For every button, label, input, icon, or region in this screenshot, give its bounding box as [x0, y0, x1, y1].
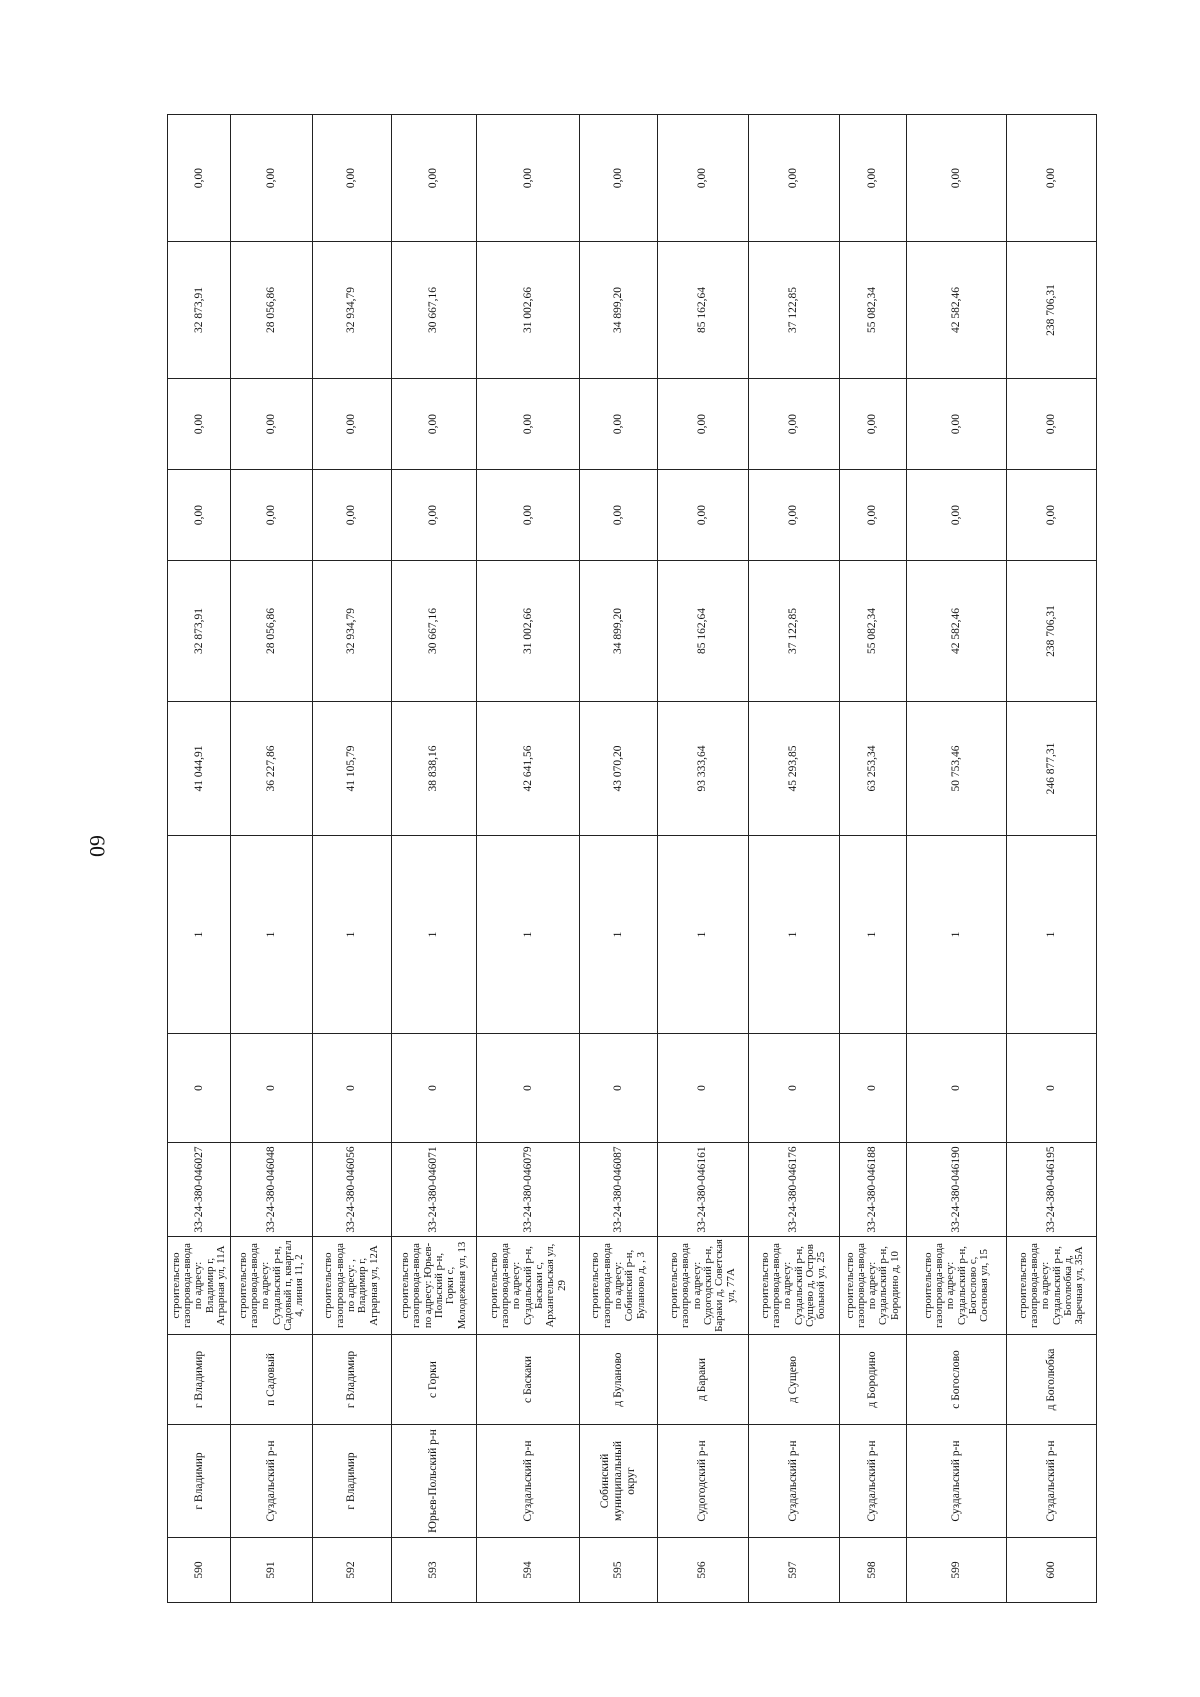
row-number-cell: 594	[477, 1538, 580, 1603]
amount-cell: 85 162,64	[657, 561, 748, 702]
amount-cell: 32 934,79	[312, 561, 391, 702]
locality-cell: д Бородино	[839, 1335, 906, 1425]
object-code-cell: 33-24-380-046071	[391, 1143, 477, 1237]
zero-count-cell: 0	[657, 1034, 748, 1143]
zero-amount-cell-3: 0,00	[312, 115, 391, 242]
amount-repeat-cell: 238 706,31	[1007, 242, 1097, 379]
locality-cell: г Владимир	[312, 1335, 391, 1425]
zero-count-cell: 0	[748, 1034, 839, 1143]
locality-cell: г Владимир	[168, 1335, 231, 1425]
one-count-cell: 1	[657, 836, 748, 1034]
row-number-cell: 592	[312, 1538, 391, 1603]
one-count-cell: 1	[839, 836, 906, 1034]
total-cost-cell: 38 838,16	[391, 702, 477, 836]
total-cost-cell: 42 641,56	[477, 702, 580, 836]
description-cell: строительство газопровода-ввода по адресу: Юрьев-Польский р-н, Горки с, Молодежная ул, 13	[391, 1237, 477, 1335]
row-number-cell: 597	[748, 1538, 839, 1603]
one-count-cell: 1	[477, 836, 580, 1034]
zero-amount-cell-3: 0,00	[580, 115, 658, 242]
object-code-cell: 33-24-380-046048	[231, 1143, 313, 1237]
zero-amount-cell-2: 0,00	[907, 379, 1007, 470]
zero-amount-cell-3: 0,00	[231, 115, 313, 242]
zero-amount-cell-3: 0,00	[1007, 115, 1097, 242]
total-cost-cell: 41 044,91	[168, 702, 231, 836]
zero-count-cell: 0	[231, 1034, 313, 1143]
amount-repeat-cell: 85 162,64	[657, 242, 748, 379]
zero-amount-cell-2: 0,00	[168, 379, 231, 470]
amount-cell: 42 582,46	[907, 561, 1007, 702]
zero-amount-cell-3: 0,00	[168, 115, 231, 242]
table-row	[580, 115, 658, 1603]
zero-amount-cell-2: 0,00	[391, 379, 477, 470]
one-count-cell: 1	[168, 836, 231, 1034]
zero-amount-cell-3: 0,00	[477, 115, 580, 242]
amount-repeat-cell: 28 056,86	[231, 242, 313, 379]
zero-amount-cell-2: 0,00	[477, 379, 580, 470]
table-row	[907, 115, 1007, 1603]
district-cell: Суздальский р-н	[907, 1425, 1007, 1538]
total-cost-cell: 93 333,64	[657, 702, 748, 836]
zero-amount-cell-2: 0,00	[748, 379, 839, 470]
zero-amount-cell-1: 0,00	[168, 470, 231, 561]
object-code-cell: 33-24-380-046079	[477, 1143, 580, 1237]
object-code-cell: 33-24-380-046087	[580, 1143, 658, 1237]
amount-cell: 32 873,91	[168, 561, 231, 702]
object-code-cell: 33-24-380-046161	[657, 1143, 748, 1237]
amount-cell: 30 667,16	[391, 561, 477, 702]
zero-amount-cell-3: 0,00	[839, 115, 906, 242]
table-row	[1007, 115, 1097, 1603]
zero-count-cell: 0	[907, 1034, 1007, 1143]
zero-amount-cell-2: 0,00	[657, 379, 748, 470]
district-cell: г Владимир	[312, 1425, 391, 1538]
total-cost-cell: 50 753,46	[907, 702, 1007, 836]
locality-cell: д Бараки	[657, 1335, 748, 1425]
total-cost-cell: 246 877,31	[1007, 702, 1097, 836]
zero-amount-cell-2: 0,00	[580, 379, 658, 470]
locality-cell: п Садовый	[231, 1335, 313, 1425]
zero-amount-cell-1: 0,00	[231, 470, 313, 561]
zero-count-cell: 0	[391, 1034, 477, 1143]
object-code-cell: 33-24-380-046188	[839, 1143, 906, 1237]
amount-repeat-cell: 37 122,85	[748, 242, 839, 379]
row-number-cell: 596	[657, 1538, 748, 1603]
amount-repeat-cell: 32 934,79	[312, 242, 391, 379]
table-row	[231, 115, 313, 1603]
zero-amount-cell-2: 0,00	[1007, 379, 1097, 470]
zero-count-cell: 0	[168, 1034, 231, 1143]
description-cell: строительство газопровода-ввода по адресу: Судогодский р-н, Бараки д, Советская ул, 77А	[657, 1237, 748, 1335]
zero-amount-cell-2: 0,00	[231, 379, 313, 470]
object-code-cell: 33-24-380-046027	[168, 1143, 231, 1237]
zero-amount-cell-1: 0,00	[391, 470, 477, 561]
zero-amount-cell-3: 0,00	[657, 115, 748, 242]
row-number-cell: 590	[168, 1538, 231, 1603]
total-cost-cell: 41 105,79	[312, 702, 391, 836]
amount-cell: 34 899,20	[580, 561, 658, 702]
district-cell: Суздальский р-н	[1007, 1425, 1097, 1538]
zero-amount-cell-3: 0,00	[907, 115, 1007, 242]
description-cell: строительство газопровода-ввода по адресу: Суздальский р-н, Садовый п, квартал 4, линия 11, 2	[231, 1237, 313, 1335]
locality-cell: с Горки	[391, 1335, 477, 1425]
amount-cell: 28 056,86	[231, 561, 313, 702]
row-number-cell: 593	[391, 1538, 477, 1603]
one-count-cell: 1	[907, 836, 1007, 1034]
locality-cell: д Буланово	[580, 1335, 658, 1425]
amount-repeat-cell: 42 582,46	[907, 242, 1007, 379]
description-cell: строительство газопровода-ввода по адресу: Собинский р-н, Буланово д, , 3	[580, 1237, 658, 1335]
zero-count-cell: 0	[477, 1034, 580, 1143]
description-cell: строительство газопровода-ввода по адресу: Суздальский р-н, Бородино д, 10	[839, 1237, 906, 1335]
zero-amount-cell-3: 0,00	[748, 115, 839, 242]
district-cell: Собинский муниципальный округ	[580, 1425, 658, 1538]
locality-cell: д Боголюбка	[1007, 1335, 1097, 1425]
one-count-cell: 1	[231, 836, 313, 1034]
table-row	[312, 115, 391, 1603]
table-row	[748, 115, 839, 1603]
description-cell: строительство газопровода-ввода по адресу: Суздальский р-н, Баскаки с, Архангельская ул, 29	[477, 1237, 580, 1335]
amount-cell: 55 082,34	[839, 561, 906, 702]
description-cell: строительство газопровода-ввода по адресу: Суздальский р-н, Боголюбка д, Заречная ул, 35А	[1007, 1237, 1097, 1335]
table-row	[477, 115, 580, 1603]
table-row	[168, 115, 231, 1603]
district-cell: Суздальский р-н	[477, 1425, 580, 1538]
district-cell: Суздальский р-н	[839, 1425, 906, 1538]
district-cell: Суздальский р-н	[231, 1425, 313, 1538]
amount-repeat-cell: 30 667,16	[391, 242, 477, 379]
description-cell: строительство газопровода-ввода по адресу: Владимир г, Аграрная ул, 11А	[168, 1237, 231, 1335]
total-cost-cell: 36 227,86	[231, 702, 313, 836]
row-number-cell: 591	[231, 1538, 313, 1603]
zero-count-cell: 0	[580, 1034, 658, 1143]
table-body	[168, 115, 1097, 1603]
row-number-cell: 599	[907, 1538, 1007, 1603]
description-cell: строительство газопровода-ввода по адресу: Суздальский р-н, Богослово с, Сосновая ул, 15	[907, 1237, 1007, 1335]
description-cell: строительство газопровода-ввода по адресу: Суздальский р-н, Сущево д, Остров больной ул, 25	[748, 1237, 839, 1335]
district-cell: Юрьев-Польский р-н	[391, 1425, 477, 1538]
register-table	[167, 114, 1097, 1603]
one-count-cell: 1	[1007, 836, 1097, 1034]
zero-amount-cell-1: 0,00	[657, 470, 748, 561]
table-row	[657, 115, 748, 1603]
district-cell: Судогодский р-н	[657, 1425, 748, 1538]
row-number-cell: 600	[1007, 1538, 1097, 1603]
zero-amount-cell-3: 0,00	[391, 115, 477, 242]
one-count-cell: 1	[312, 836, 391, 1034]
amount-cell: 238 706,31	[1007, 561, 1097, 702]
zero-amount-cell-1: 0,00	[580, 470, 658, 561]
object-code-cell: 33-24-380-046176	[748, 1143, 839, 1237]
description-cell: строительство газопровода-ввода по адресу: , Владимир г, Аграрная ул, 12А	[312, 1237, 391, 1335]
row-number-cell: 598	[839, 1538, 906, 1603]
locality-cell: с Баскаки	[477, 1335, 580, 1425]
amount-cell: 37 122,85	[748, 561, 839, 702]
zero-amount-cell-1: 0,00	[312, 470, 391, 561]
object-code-cell: 33-24-380-046056	[312, 1143, 391, 1237]
zero-amount-cell-1: 0,00	[1007, 470, 1097, 561]
one-count-cell: 1	[391, 836, 477, 1034]
district-cell: Суздальский р-н	[748, 1425, 839, 1538]
zero-amount-cell-2: 0,00	[312, 379, 391, 470]
zero-count-cell: 0	[1007, 1034, 1097, 1143]
zero-amount-cell-1: 0,00	[907, 470, 1007, 561]
table-container	[167, 115, 1097, 1603]
total-cost-cell: 43 070,20	[580, 702, 658, 836]
amount-repeat-cell: 55 082,34	[839, 242, 906, 379]
zero-amount-cell-1: 0,00	[839, 470, 906, 561]
zero-amount-cell-2: 0,00	[839, 379, 906, 470]
locality-cell: д Сущево	[748, 1335, 839, 1425]
table-row	[391, 115, 477, 1603]
amount-cell: 31 002,66	[477, 561, 580, 702]
amount-repeat-cell: 31 002,66	[477, 242, 580, 379]
object-code-cell: 33-24-380-046190	[907, 1143, 1007, 1237]
one-count-cell: 1	[748, 836, 839, 1034]
object-code-cell: 33-24-380-046195	[1007, 1143, 1097, 1237]
district-cell: г Владимир	[168, 1425, 231, 1538]
row-number-cell: 595	[580, 1538, 658, 1603]
amount-repeat-cell: 32 873,91	[168, 242, 231, 379]
zero-count-cell: 0	[839, 1034, 906, 1143]
zero-amount-cell-1: 0,00	[477, 470, 580, 561]
total-cost-cell: 63 253,34	[839, 702, 906, 836]
table-row	[839, 115, 906, 1603]
amount-repeat-cell: 34 899,20	[580, 242, 658, 379]
locality-cell: с Богослово	[907, 1335, 1007, 1425]
total-cost-cell: 45 293,85	[748, 702, 839, 836]
zero-amount-cell-1: 0,00	[748, 470, 839, 561]
one-count-cell: 1	[580, 836, 658, 1034]
page-number: 60	[85, 835, 110, 857]
zero-count-cell: 0	[312, 1034, 391, 1143]
